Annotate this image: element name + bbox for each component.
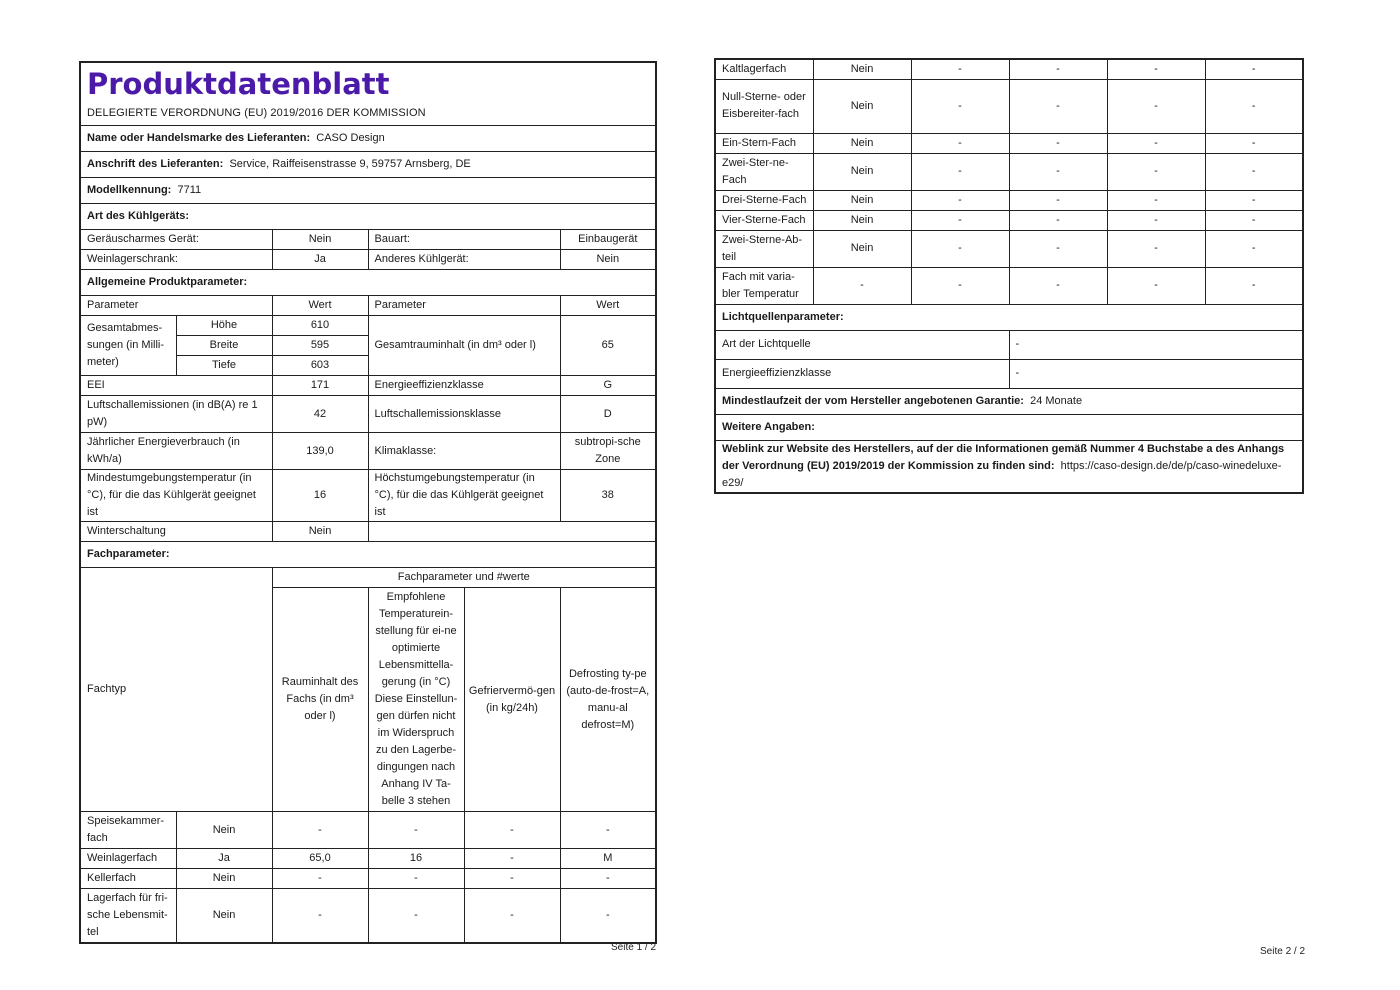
weblink-label: Weblink zur Website des Herstellers, auf der die Informationen gemäß Nummer 4 Buchstabe a des Anhangs der Verordnung (EU) 2019/2019 der Kommission zu finden sind: — [722, 442, 1285, 472]
energy-class-label: Energieeffizienzklasse — [368, 376, 560, 396]
compartment-volume: - — [911, 59, 1009, 79]
compartment-values-header: Fachparameter und #werte — [272, 568, 656, 588]
compartment-present: - — [813, 267, 911, 304]
compartment-freeze: - — [1107, 153, 1205, 190]
compartment-defrost: - — [1205, 153, 1303, 190]
supplier-name-value: CASO Design — [316, 132, 385, 144]
compartment-present: Nein — [813, 153, 911, 190]
min-temp-value: 16 — [272, 470, 368, 522]
compartment-present: Nein — [176, 812, 272, 849]
compartment-temp: - — [1009, 79, 1107, 133]
total-volume-label: Gesamtrauminhalt (in dm³ oder l) — [368, 316, 560, 376]
compartment-defrost: - — [1205, 59, 1303, 79]
climate-label: Klimaklasse: — [368, 433, 560, 470]
col-defrost-header: Defrosting ty-pe (auto-de-frost=A, manu-al defrost=M) — [560, 588, 656, 812]
compartment-defrost: - — [1205, 210, 1303, 230]
light-class-label: Energieeffizienzklasse — [715, 359, 1009, 388]
compartment-present: Nein — [813, 133, 911, 153]
param-header: Parameter — [80, 296, 272, 316]
compartment-name: Speisekammer-fach — [80, 812, 176, 849]
noise-label: Luftschallemissionen (in dB(A) re 1 pW) — [80, 396, 272, 433]
compartment-volume: - — [911, 210, 1009, 230]
compartment-volume: - — [911, 267, 1009, 304]
compartment-temp: - — [1009, 230, 1107, 267]
noise-value: 42 — [272, 396, 368, 433]
compartment-volume: - — [911, 133, 1009, 153]
eei-label: EEI — [80, 376, 272, 396]
climate-value: subtropi-sche Zone — [560, 433, 656, 470]
depth-label: Tiefe — [176, 356, 272, 376]
light-type-value: - — [1009, 330, 1303, 359]
compartment-freeze: - — [464, 849, 560, 869]
supplier-name-label: Name oder Handelsmarke des Lieferanten: — [87, 132, 311, 144]
energy-class-value: G — [560, 376, 656, 396]
supplier-address-row — [80, 152, 656, 178]
light-type-label: Art der Lichtquelle — [715, 330, 1009, 359]
compartment-present: Nein — [813, 230, 911, 267]
page-title: Produktdatenblatt — [87, 67, 390, 101]
wine-cabinet-label: Weinlagerschrank: — [80, 250, 272, 270]
compartment-freeze: - — [1107, 230, 1205, 267]
compartment-volume: - — [911, 153, 1009, 190]
compartment-volume: - — [272, 889, 368, 943]
compartment-name: Lagerfach für fri-sche Lebensmit-tel — [80, 889, 176, 943]
noise-class-value: D — [560, 396, 656, 433]
compartment-present: Nein — [813, 79, 911, 133]
winter-value: Nein — [272, 522, 368, 542]
noise-class-label: Luftschallemissionsklasse — [368, 396, 560, 433]
other-device-label: Anderes Kühlgerät: — [368, 250, 560, 270]
compartment-name: Drei-Sterne-Fach — [715, 190, 813, 210]
compartment-volume: - — [272, 869, 368, 889]
compartment-temp: - — [1009, 267, 1107, 304]
compartment-temp: - — [1009, 59, 1107, 79]
header-cell — [80, 62, 656, 126]
datasheet-page-1 — [79, 61, 655, 944]
table-row — [715, 79, 1303, 133]
table-row — [80, 869, 656, 889]
table-row — [715, 210, 1303, 230]
compartment-temp: - — [368, 812, 464, 849]
compartment-freeze: - — [1107, 267, 1205, 304]
compartment-defrost: - — [560, 889, 656, 943]
model-row — [80, 178, 656, 204]
compartment-name: Null-Sterne- oder Eisbereiter-fach — [715, 79, 813, 133]
compartment-temp: - — [1009, 133, 1107, 153]
construction-label: Bauart: — [368, 230, 560, 250]
height-value: 610 — [272, 316, 368, 336]
max-temp-value: 38 — [560, 470, 656, 522]
value-header-2: Wert — [560, 296, 656, 316]
wine-cabinet-value: Ja — [272, 250, 368, 270]
regulation-subtitle: DELEGIERTE VERORDNUNG (EU) 2019/2016 DER KOMMISSION — [87, 107, 426, 119]
compartment-name: Kellerfach — [80, 869, 176, 889]
compartment-defrost: - — [560, 812, 656, 849]
supplier-address-value: Service, Raiffeisenstrasse 9, 59757 Arnsberg, DE — [229, 158, 471, 170]
compartment-volume: - — [911, 190, 1009, 210]
table-row — [80, 849, 656, 869]
col-temp-header: Empfohlene Temperaturein-stellung für ei-ne optimierte Lebensmittella-gerung (in °C) Diese Einstellun-gen dürfen nicht im Widerspruch zu den Lagerbe-dingungen nach Anhang IV Ta-belle 3 stehen — [368, 588, 464, 812]
compartment-freeze: - — [464, 889, 560, 943]
page-number-1: Seite 1 / 2 — [611, 942, 657, 953]
compartment-name: Ein-Stern-Fach — [715, 133, 813, 153]
compartment-params-label: Fachparameter: — [80, 542, 656, 568]
compartment-present: Nein — [813, 210, 911, 230]
compartment-defrost: - — [1205, 190, 1303, 210]
compartment-temp: 16 — [368, 849, 464, 869]
compartment-name: Fach mit varia-bler Temperatur — [715, 267, 813, 304]
compartment-temp: - — [1009, 210, 1107, 230]
light-class-value: - — [1009, 359, 1303, 388]
depth-value: 603 — [272, 356, 368, 376]
param-header-2: Parameter — [368, 296, 560, 316]
compartment-defrost: - — [1205, 79, 1303, 133]
compartment-temp: - — [1009, 190, 1107, 210]
compartment-freeze: - — [464, 812, 560, 849]
table-row — [715, 153, 1303, 190]
general-params-label: Allgemeine Produktparameter: — [80, 270, 656, 296]
table-row — [80, 889, 656, 943]
page-number-2: Seite 2 / 2 — [1260, 946, 1306, 957]
warranty-label: Mindestlaufzeit der vom Hersteller angebotenen Garantie: — [722, 394, 1024, 407]
compartment-present: Ja — [176, 849, 272, 869]
compartment-freeze: - — [1107, 133, 1205, 153]
compartment-defrost: M — [560, 849, 656, 869]
empty-cell — [368, 522, 656, 542]
compartment-continuation-table — [714, 58, 1304, 494]
other-device-value: Nein — [560, 250, 656, 270]
winter-label: Winterschaltung — [80, 522, 272, 542]
supplier-name-row — [80, 126, 656, 152]
device-type-label: Art des Kühlgeräts: — [80, 204, 656, 230]
min-temp-label: Mindestumgebungstemperatur (in °C), für die das Kühlgerät geeignet ist — [80, 470, 272, 522]
table-row — [715, 190, 1303, 210]
further-info-label: Weitere Angaben: — [715, 414, 1303, 440]
compartment-freeze: - — [1107, 210, 1205, 230]
compartment-freeze: - — [1107, 79, 1205, 133]
height-label: Höhe — [176, 316, 272, 336]
weblink-value[interactable]: https://caso-design.de/de/p/caso-winedeluxe-e29/ — [722, 459, 1282, 489]
compartment-present: Nein — [813, 59, 911, 79]
compartment-temp: - — [1009, 153, 1107, 190]
compartment-volume: - — [911, 230, 1009, 267]
table-row — [715, 267, 1303, 304]
compartment-type-label: Fachtyp — [80, 568, 272, 812]
col-volume-header: Rauminhalt des Fachs (in dm³ oder l) — [272, 588, 368, 812]
annual-energy-label: Jährlicher Energieverbrauch (in kWh/a) — [80, 433, 272, 470]
warranty-row — [715, 388, 1303, 414]
compartment-present: Nein — [176, 889, 272, 943]
datasheet-page-2 — [714, 58, 1304, 494]
total-volume-value: 65 — [560, 316, 656, 376]
compartment-volume: - — [911, 79, 1009, 133]
compartment-volume: - — [272, 812, 368, 849]
compartment-defrost: - — [1205, 133, 1303, 153]
supplier-address-label: Anschrift des Lieferanten: — [87, 158, 224, 170]
compartment-temp: - — [368, 889, 464, 943]
eei-value: 171 — [272, 376, 368, 396]
compartment-defrost: - — [1205, 230, 1303, 267]
compartment-temp: - — [368, 869, 464, 889]
compartment-name: Weinlagerfach — [80, 849, 176, 869]
compartment-defrost: - — [560, 869, 656, 889]
compartment-freeze: - — [1107, 59, 1205, 79]
product-datasheet-table — [79, 61, 657, 944]
weblink-row — [715, 440, 1303, 493]
table-row — [715, 133, 1303, 153]
compartment-name: Kaltlagerfach — [715, 59, 813, 79]
max-temp-label: Höchstumgebungstemperatur (in °C), für die das Kühlgerät geeignet ist — [368, 470, 560, 522]
model-value: 7711 — [177, 184, 202, 196]
table-row — [715, 230, 1303, 267]
width-label: Breite — [176, 336, 272, 356]
low-noise-value: Nein — [272, 230, 368, 250]
warranty-value: 24 Monate — [1030, 394, 1083, 407]
compartment-defrost: - — [1205, 267, 1303, 304]
compartment-present: Nein — [176, 869, 272, 889]
width-value: 595 — [272, 336, 368, 356]
compartment-present: Nein — [813, 190, 911, 210]
col-freeze-header: Gefriervermö-gen (in kg/24h) — [464, 588, 560, 812]
compartment-freeze: - — [1107, 190, 1205, 210]
compartment-name: Zwei-Ster-ne-Fach — [715, 153, 813, 190]
table-row — [80, 812, 656, 849]
low-noise-label: Geräuscharmes Gerät: — [80, 230, 272, 250]
construction-value: Einbaugerät — [560, 230, 656, 250]
compartment-volume: 65,0 — [272, 849, 368, 869]
light-params-label: Lichtquellenparameter: — [715, 304, 1303, 330]
model-label: Modellkennung: — [87, 184, 172, 196]
compartment-name: Zwei-Sterne-Ab-teil — [715, 230, 813, 267]
table-row — [715, 59, 1303, 79]
annual-energy-value: 139,0 — [272, 433, 368, 470]
compartment-name: Vier-Sterne-Fach — [715, 210, 813, 230]
compartment-freeze: - — [464, 869, 560, 889]
dimensions-label: Gesamtabmes-sungen (in Milli-meter) — [80, 316, 176, 376]
value-header: Wert — [272, 296, 368, 316]
